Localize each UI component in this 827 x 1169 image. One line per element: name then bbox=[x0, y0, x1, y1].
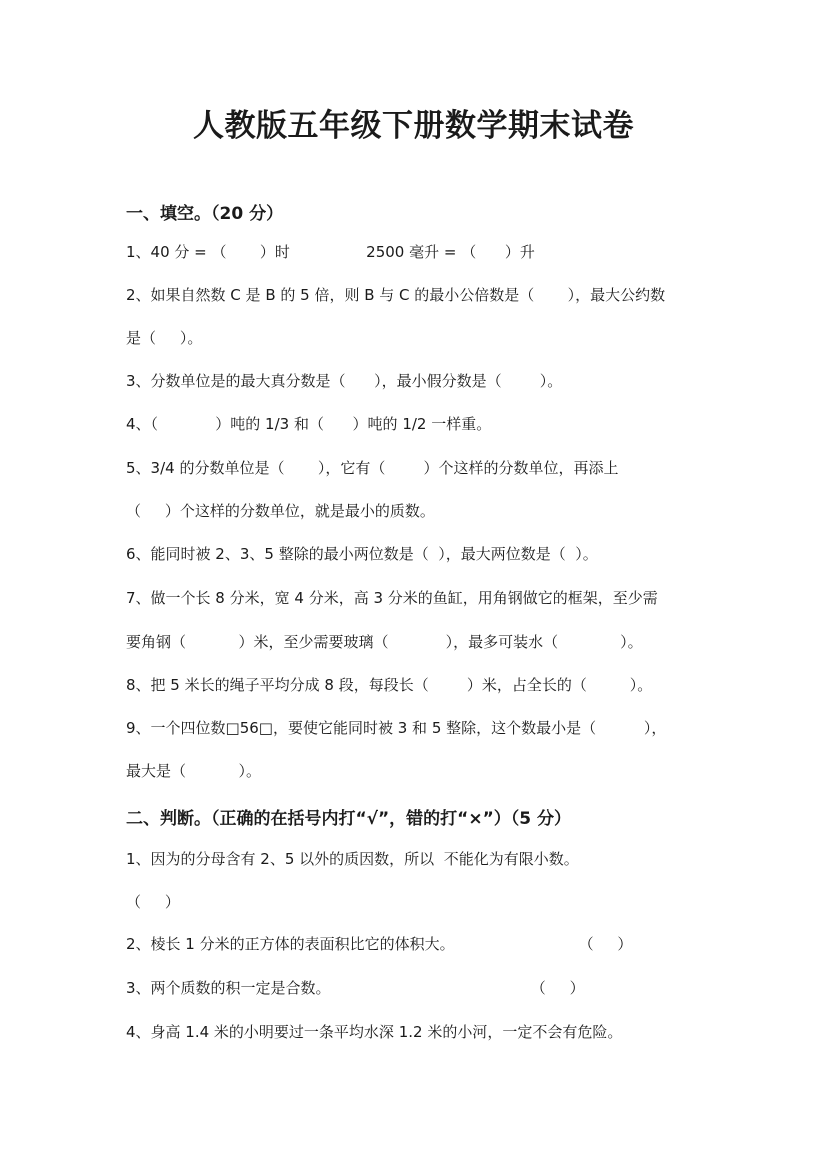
question-line: 是（ ）。 bbox=[126, 329, 203, 347]
question-line: 9、一个四位数□56□，要使它能同时被 3 和 5 整除，这个数最小是（ ）， bbox=[126, 719, 667, 737]
question-line: 1、40 分 = （ ）时 2500 毫升 = （ ）升 bbox=[126, 243, 535, 261]
question-line: （ ）个这样的分数单位，就是最小的质数。 bbox=[126, 502, 435, 520]
question-line: 8、把 5 米长的绳子平均分成 8 段，每段长（ ）米，占全长的（ ）。 bbox=[126, 676, 653, 694]
question-line: 1、因为的分母含有 2、5 以外的质因数，所以 不能化为有限小数。 bbox=[126, 850, 579, 868]
question-line: 2、棱长 1 分米的正方体的表面积比它的体积大。 （ ） bbox=[126, 935, 633, 953]
section-heading-fill-blank: 一、填空。（20 分） bbox=[126, 204, 284, 224]
question-line: 7、做一个长 8 分米，宽 4 分米，高 3 分米的鱼缸，用角钢做它的框架，至少需 bbox=[126, 589, 658, 607]
section-heading-true-false: 二、判断。（正确的在括号内打“√”，错的打“×”）（5 分） bbox=[126, 809, 572, 829]
question-line: 4、身高 1.4 米的小明要过一条平均水深 1.2 米的小河，一定不会有危险。 bbox=[126, 1023, 623, 1041]
page-title: 人教版五年级下册数学期末试卷 bbox=[193, 108, 634, 144]
question-line: 2、如果自然数 C 是 B 的 5 倍，则 B 与 C 的最小公倍数是（ ），最大公约数 bbox=[126, 286, 666, 304]
question-line: 4、（ ）吨的 1/3 和（ ）吨的 1/2 一样重。 bbox=[126, 415, 492, 433]
question-line: （ ） bbox=[126, 893, 180, 911]
question-line: 5、3/4 的分数单位是（ ），它有（ ）个这样的分数单位，再添上 bbox=[126, 459, 619, 477]
question-line: 要角钢（ ）米，至少需要玻璃（ ），最多可装水（ ）。 bbox=[126, 633, 643, 651]
question-line: 3、分数单位是的最大真分数是（ ），最小假分数是（ ）。 bbox=[126, 372, 563, 390]
question-line: 6、能同时被 2、3、5 整除的最小两位数是（ ），最大两位数是（ ）。 bbox=[126, 545, 598, 563]
question-line: 3、两个质数的积一定是合数。 （ ） bbox=[126, 979, 585, 997]
question-line: 最大是（ ）。 bbox=[126, 762, 261, 780]
